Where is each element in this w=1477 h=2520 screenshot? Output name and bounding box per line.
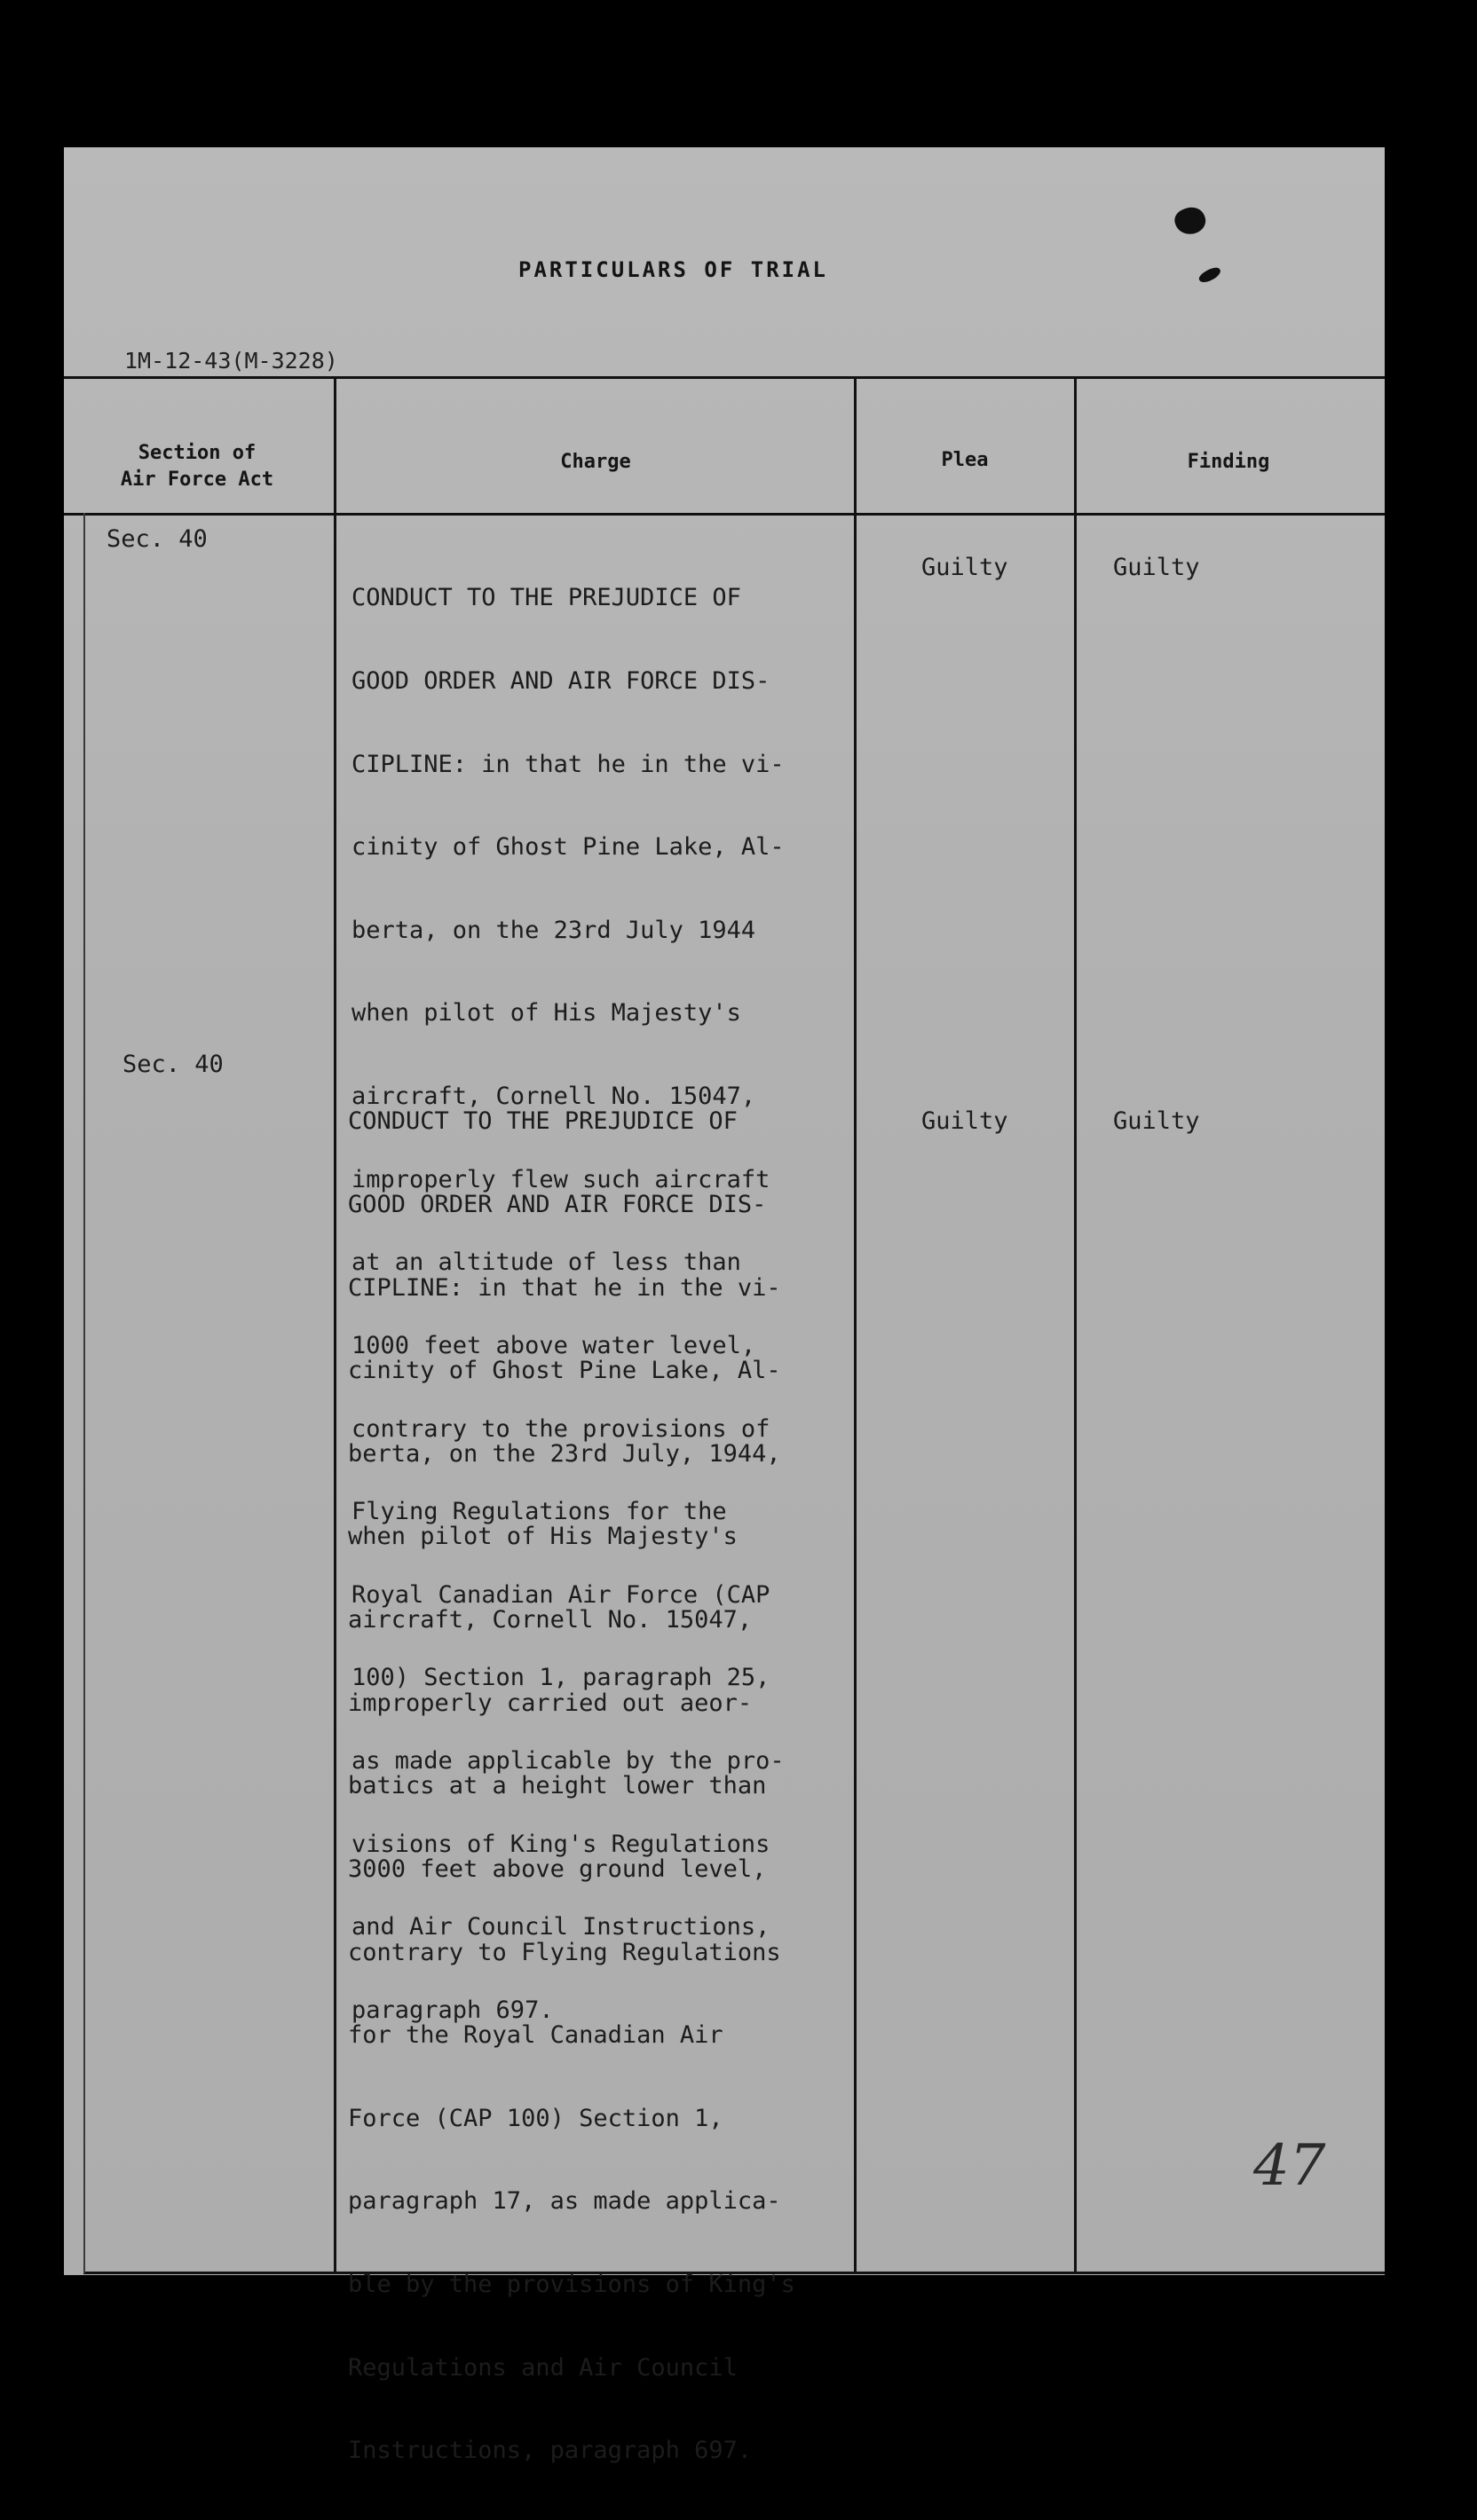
table-left-rule [83,513,85,2273]
charge-line: when pilot of His Majesty's [351,999,741,1028]
charge-line: at an altitude of less than [351,1248,741,1277]
row2-plea: Guilty [921,1107,1008,1135]
ink-blot-mark [1172,203,1209,239]
column-divider-charge-plea [854,376,857,2273]
row2-section: Sec. 40 [122,1051,224,1078]
charge-line: Royal Canadian Air Force (CAP [351,1580,770,1609]
column-divider-section-charge [334,376,336,2273]
charge-line: CONDUCT TO THE PREJUDICE OF [351,584,741,612]
header-plea: Plea [941,449,989,471]
ink-dash-mark [1197,264,1223,285]
charge-line: improperly flew such aircraft [351,1165,770,1193]
charge-line: aircraft, Cornell No. 15047, [348,1606,753,1634]
charge-line: for the Royal Canadian Air [348,2021,723,2050]
charge-line: Instructions, paragraph 697. [348,2437,753,2465]
charge-line: CONDUCT TO THE PREJUDICE OF [348,1107,738,1136]
charge-line: CIPLINE: in that he in the vi- [351,750,785,778]
charge-line: visions of King's Regulations [351,1830,770,1858]
row2-finding: Guilty [1113,1107,1200,1135]
charge-line: Regulations and Air Council [348,2353,738,2382]
charge-line: GOOD ORDER AND AIR FORCE DIS- [348,1191,767,1219]
header-section-line2: Air Force Act [120,469,274,491]
charge-line: as made applicable by the pro- [351,1746,785,1775]
charge-line: improperly carried out aeor- [348,1689,753,1717]
file-reference: 1M-12-43(M-3228) [124,348,338,374]
charge-line: contrary to Flying Regulations [348,1938,781,1966]
charge-line: Force (CAP 100) Section 1, [348,2104,723,2132]
charge-line: paragraph 697. [351,1996,554,2024]
charge-line: berta, on the 23rd July 1944 [351,916,756,944]
column-divider-plea-finding [1074,376,1077,2273]
page-title: PARTICULARS OF TRIAL [518,257,828,282]
handwritten-page-number: 47 [1253,2133,1326,2199]
charge-line: 1000 feet above water level, [351,1331,756,1359]
header-finding: Finding [1187,451,1270,473]
header-section-line1: Section of [138,442,257,464]
row2-charge [348,1052,795,2520]
charge-line: 3000 feet above ground level, [348,1855,767,1883]
charge-line: and Air Council Instructions, [351,1913,770,1941]
header-section-of-air-force-act [64,440,330,493]
charge-line: aircraft, Cornell No. 15047, [351,1083,756,1111]
table-top-rule [64,376,1385,379]
charge-line: CIPLINE: in that he in the vi- [348,1273,781,1302]
charge-line: paragraph 17, as made applica- [348,2187,781,2216]
charge-line: batics at a height lower than [348,1772,767,1800]
charge-line: berta, on the 23rd July, 1944, [348,1439,781,1468]
charge-line: cinity of Ghost Pine Lake, Al- [348,1357,781,1385]
header-charge: Charge [560,451,631,473]
charge-line: GOOD ORDER AND AIR FORCE DIS- [351,667,770,696]
document-page [64,147,1385,2465]
charge-line: ble by the provisions of King's [348,2270,795,2298]
row1-plea: Guilty [921,554,1008,581]
row1-section: Sec. 40 [107,525,208,553]
charge-line: 100) Section 1, paragraph 25, [351,1664,770,1692]
charge-line: cinity of Ghost Pine Lake, Al- [351,833,785,862]
charge-line: contrary to the provisions of [351,1414,770,1443]
row1-finding: Guilty [1113,554,1200,581]
charge-line: when pilot of His Majesty's [348,1523,738,1551]
charge-line: Flying Regulations for the [351,1498,727,1526]
table-header-rule [64,513,1385,516]
